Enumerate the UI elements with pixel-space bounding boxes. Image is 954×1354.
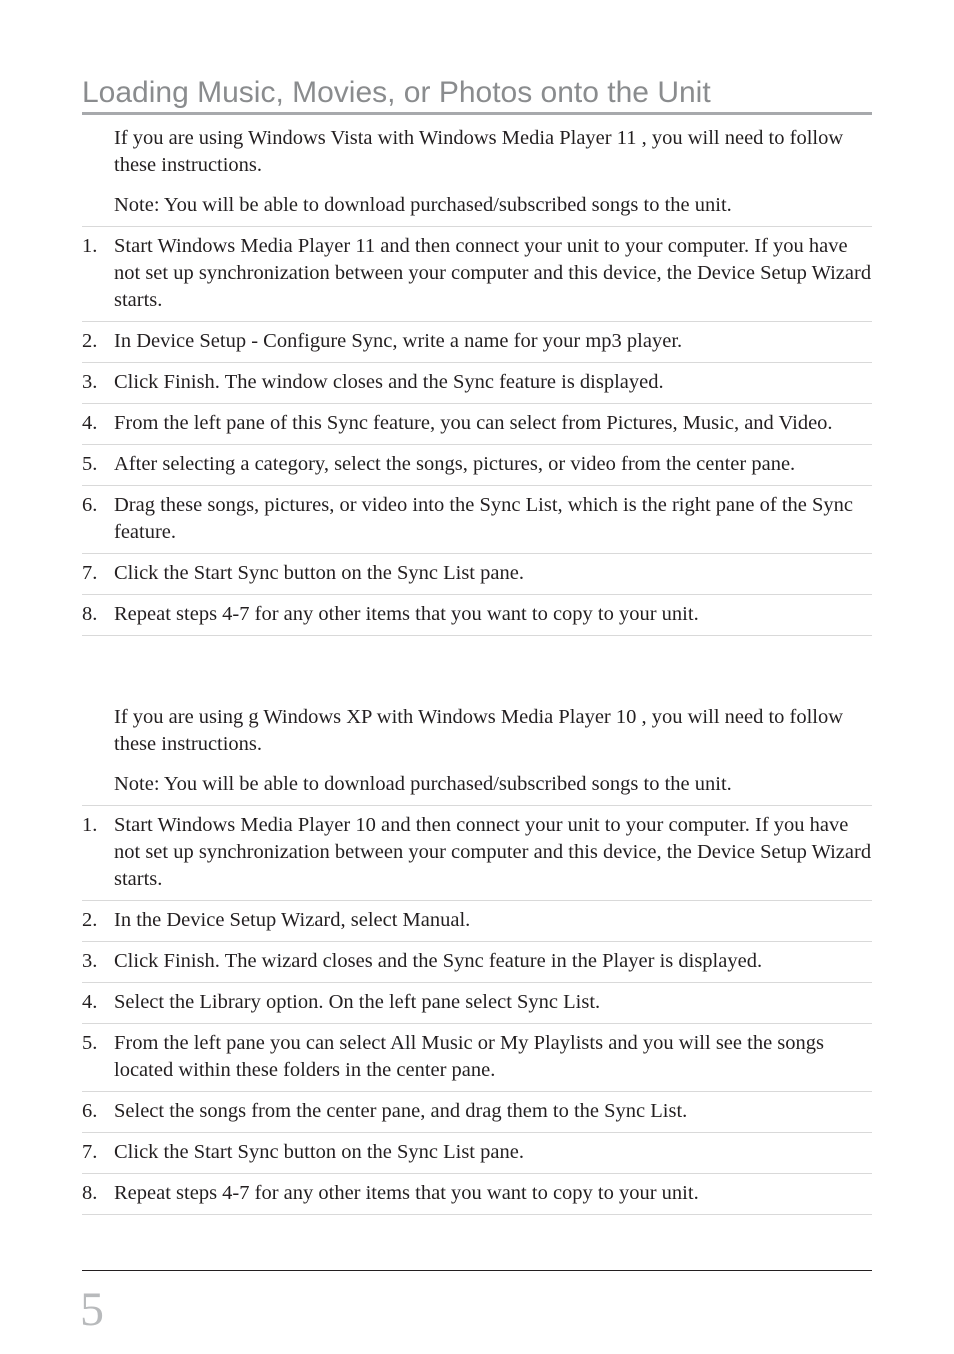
step-text: Repeat steps 4-7 for any other items that you want to copy to your unit. bbox=[114, 603, 699, 625]
step-text: Select the Library option. On the left pane select Sync List. bbox=[114, 991, 601, 1013]
step-number: 3. bbox=[82, 950, 98, 972]
step-text: From the left pane of this Sync feature, you can select from Pictures, Music, and Video. bbox=[114, 412, 833, 434]
list-item bbox=[82, 595, 872, 636]
step-text: Click the Start Sync button on the Sync List pane. bbox=[114, 1141, 524, 1163]
list-item bbox=[82, 486, 872, 554]
step-number: 7. bbox=[82, 562, 98, 584]
list-item bbox=[82, 404, 872, 445]
list-item bbox=[82, 942, 872, 983]
vista-note-row bbox=[82, 192, 872, 227]
step-text: Drag these songs, pictures, or video into the Sync List, which is the right pane of the Sync feature. bbox=[114, 494, 854, 543]
step-number: 1. bbox=[82, 814, 98, 836]
vista-section bbox=[82, 125, 872, 636]
xp-note-row bbox=[82, 771, 872, 806]
step-text: Click Finish. The window closes and the Sync feature is displayed. bbox=[114, 371, 664, 393]
step-number: 1. bbox=[82, 235, 98, 257]
step-number: 7. bbox=[82, 1141, 98, 1163]
step-number: 8. bbox=[82, 603, 98, 625]
step-number: 4. bbox=[82, 991, 98, 1013]
step-number: 4. bbox=[82, 412, 98, 434]
vista-intro: If you are using Windows Vista with Windows Media Player 11 , you will need to follow these instructions. bbox=[114, 127, 844, 176]
step-text: Click Finish. The wizard closes and the Sync feature in the Player is displayed. bbox=[114, 950, 763, 972]
list-item bbox=[82, 1024, 872, 1092]
list-item bbox=[82, 363, 872, 404]
step-number: 6. bbox=[82, 494, 98, 516]
xp-steps-list bbox=[82, 806, 872, 1215]
xp-section bbox=[82, 704, 872, 1215]
list-item bbox=[82, 1092, 872, 1133]
list-item bbox=[82, 806, 872, 901]
list-item bbox=[82, 554, 872, 595]
step-text: In Device Setup - Configure Sync, write a name for your mp3 player. bbox=[114, 330, 683, 352]
footer-divider bbox=[82, 1270, 872, 1271]
vista-steps-list bbox=[82, 227, 872, 636]
list-item bbox=[82, 445, 872, 486]
step-number: 3. bbox=[82, 371, 98, 393]
step-text: Click the Start Sync button on the Sync List pane. bbox=[114, 562, 524, 584]
list-item bbox=[82, 983, 872, 1024]
page-title: Loading Music, Movies, or Photos onto the Unit bbox=[82, 74, 872, 115]
step-number: 5. bbox=[82, 453, 98, 475]
list-item bbox=[82, 1133, 872, 1174]
step-text: Start Windows Media Player 11 and then connect your unit to your computer. If you have not set up synchronization between your computer and this device, the Device Setup Wizard starts. bbox=[114, 235, 872, 311]
xp-intro: If you are using g Windows XP with Windows Media Player 10 , you will need to follow these instructions. bbox=[114, 706, 844, 755]
list-item bbox=[82, 322, 872, 363]
list-item bbox=[82, 227, 872, 322]
step-text: After selecting a category, select the songs, pictures, or video from the center pane. bbox=[114, 453, 796, 475]
list-item bbox=[82, 901, 872, 942]
step-number: 2. bbox=[82, 330, 98, 352]
list-item bbox=[82, 1174, 872, 1215]
step-text: Select the songs from the center pane, and drag them to the Sync List. bbox=[114, 1100, 688, 1122]
step-text: Start Windows Media Player 10 and then connect your unit to your computer. If you have not set up synchronization between your computer and this device, the Device Setup Wizard starts. bbox=[114, 814, 872, 890]
step-text: In the Device Setup Wizard, select Manual. bbox=[114, 909, 471, 931]
step-text: From the left pane you can select All Music or My Playlists and you will see the songs located within these folders in the center pane. bbox=[114, 1032, 824, 1081]
step-number: 5. bbox=[82, 1032, 98, 1054]
xp-note: Note: You will be able to download purchased/subscribed songs to the unit. bbox=[114, 773, 732, 795]
page-number: 5 bbox=[80, 1283, 104, 1336]
step-number: 2. bbox=[82, 909, 98, 931]
step-number: 6. bbox=[82, 1100, 98, 1122]
step-number: 8. bbox=[82, 1182, 98, 1204]
vista-note: Note: You will be able to download purchased/subscribed songs to the unit. bbox=[114, 194, 732, 216]
step-text: Repeat steps 4-7 for any other items that you want to copy to your unit. bbox=[114, 1182, 699, 1204]
